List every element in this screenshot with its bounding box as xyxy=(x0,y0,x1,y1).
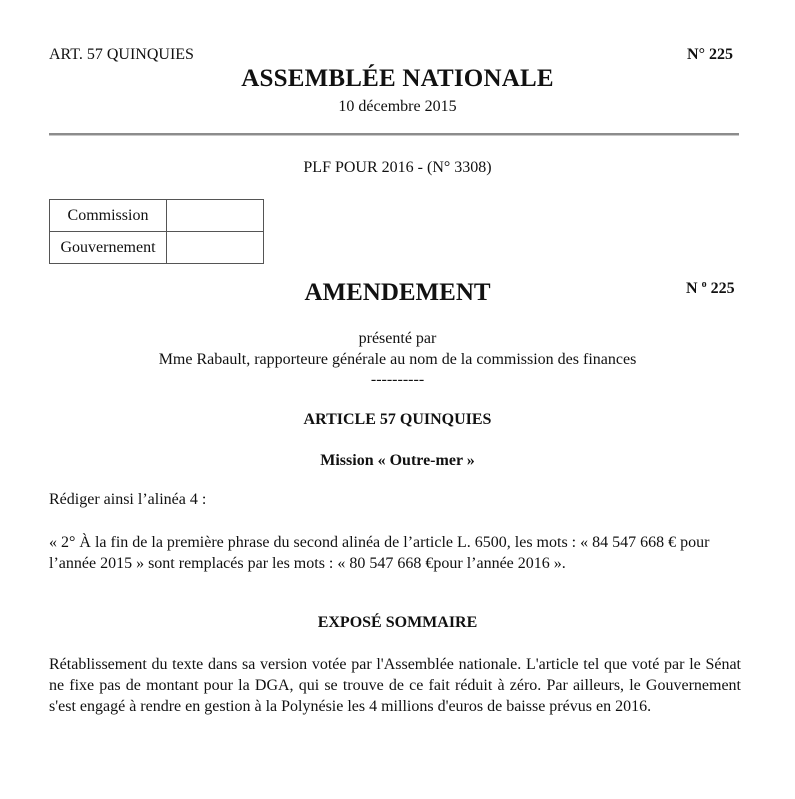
document-date: 10 décembre 2015 xyxy=(338,98,457,115)
status-table xyxy=(49,199,264,264)
article-heading: ARTICLE 57 QUINQUIES xyxy=(303,411,492,428)
amendment-instruction: Rédiger ainsi l’alinéa 4 : xyxy=(49,491,207,508)
amendment-number xyxy=(686,279,735,298)
expose-title: EXPOSÉ SOMMAIRE xyxy=(317,614,478,631)
amendment-number-prefix: N xyxy=(686,280,698,297)
status-label-gouvernement: Gouvernement xyxy=(50,232,167,264)
amendment-number-value: 225 xyxy=(710,280,735,297)
bill-reference: PLF POUR 2016 - (N° 3308) xyxy=(303,159,492,176)
institution-title: ASSEMBLÉE NATIONALE xyxy=(241,65,554,92)
amendment-text: « 2° À la fin de la première phrase du second alinéa de l’article L. 6500, les mots : « 84 547 668 € pour l’année 2015 » sont remplacés par les mots : « 80 547 668 €pour l’année 2016 ». xyxy=(49,534,710,572)
status-value-gouvernement xyxy=(167,232,264,264)
amendment-number-header: N° 225 xyxy=(687,46,733,63)
table-row xyxy=(50,200,264,232)
mission-heading: Mission « Outre-mer » xyxy=(320,452,475,469)
presented-by: présenté par xyxy=(358,330,437,347)
author: Mme Rabault, rapporteure générale au nom de la commission des finances xyxy=(158,351,637,368)
table-row xyxy=(50,232,264,264)
expose-text: Rétablissement du texte dans sa version votée par l'Assemblée nationale. L'article tel que voté par le Sénat ne fixe pas de montant pour la DGA, qui se trouve de ce fait réduit à zéro. Par ailleurs, le Gouvernement s'est engagé à rendre en gestion à la Polynésie les 4 millions d'euros de baisse prévus en 2016. xyxy=(49,656,741,715)
amendment-number-sup: o xyxy=(701,279,707,290)
article-reference: ART. 57 QUINQUIES xyxy=(49,46,194,63)
separator: ---------- xyxy=(370,371,425,388)
amendment-title: AMENDEMENT xyxy=(304,279,491,306)
status-value-commission xyxy=(167,200,264,232)
header-divider xyxy=(49,133,739,136)
status-label-commission: Commission xyxy=(50,200,167,232)
